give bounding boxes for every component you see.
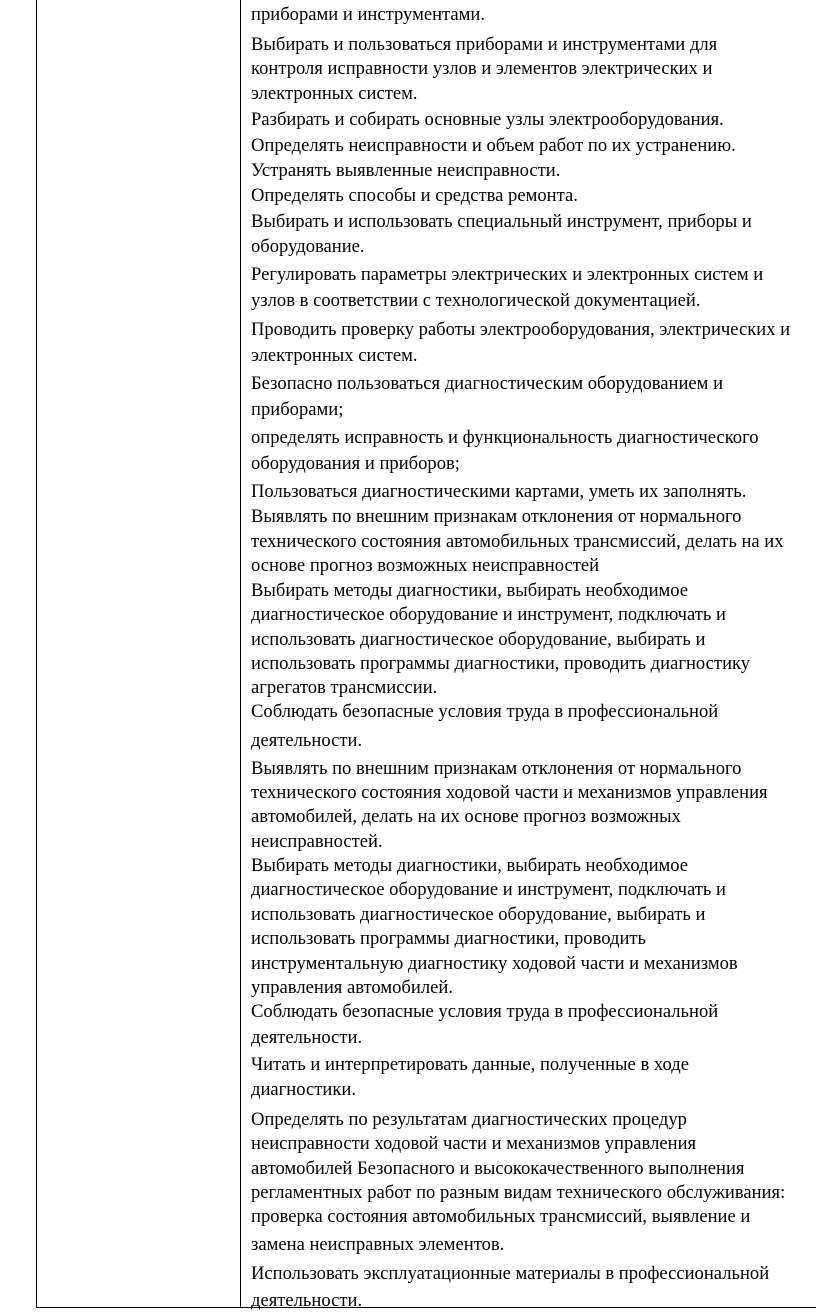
text-line: Выбирать и пользоваться приборами и инструментами для: [251, 34, 718, 55]
text-line: Проводить проверку работы электрооборудования, электрических и: [251, 319, 791, 340]
text-line: замена неисправных элементов.: [251, 1234, 505, 1255]
text-line: основе прогноз возможных неисправностей: [251, 555, 600, 576]
text-line: контроля исправности узлов и элементов электрических и: [251, 58, 713, 79]
text-line: Разбирать и собирать основные узлы электрооборудования.: [251, 109, 724, 130]
text-line: использовать диагностическое оборудование, выбирать и: [251, 629, 706, 650]
text-line: Выявлять по внешним признакам отклонения от нормального: [251, 506, 742, 527]
text-line: Соблюдать безопасные условия труда в профессиональной: [251, 1001, 719, 1022]
text-line: диагностическое оборудование и инструмент, подключать и: [251, 604, 726, 625]
text-line: деятельности.: [251, 1290, 363, 1311]
text-line: автомобилей, делать на их основе прогноз возможных: [251, 806, 681, 827]
text-line: технического состояния ходовой части и механизмов управления: [251, 782, 768, 803]
text-line: деятельности.: [251, 1027, 363, 1048]
text-line: управления автомобилей.: [251, 977, 453, 998]
text-line: приборами;: [251, 399, 344, 420]
text-line: Выбирать методы диагностики, выбирать необходимое: [251, 580, 689, 601]
text-line: Читать и интерпретировать данные, полученные в ходе: [251, 1054, 689, 1075]
text-line: Определять по результатам диагностических процедур: [251, 1109, 687, 1130]
text-line: электронных систем.: [251, 83, 418, 104]
text-line: диагностическое оборудование и инструмент, подключать и: [251, 879, 726, 900]
text-line: регламентных работ по разным видам технического обслуживания:: [251, 1182, 786, 1203]
text-line: использовать программы диагностики, проводить: [251, 928, 647, 949]
text-line: деятельности.: [251, 730, 363, 751]
text-line: агрегатов трансмиссии.: [251, 677, 438, 698]
text-line: определять исправность и функциональность диагностического: [251, 427, 759, 448]
text-line: Соблюдать безопасные условия труда в профессиональной: [251, 701, 719, 722]
text-line: Выявлять по внешним признакам отклонения от нормального: [251, 758, 742, 779]
text-line: проверка состояния автомобильных трансмиссий, выявление и: [251, 1206, 751, 1227]
text-line: Определять способы и средства ремонта.: [251, 185, 578, 206]
text-line: Выбирать и использовать специальный инструмент, приборы и: [251, 211, 752, 232]
text-line: инструментальную диагностику ходовой части и механизмов: [251, 953, 738, 974]
text-line: использовать программы диагностики, проводить диагностику: [251, 653, 751, 674]
text-line: Регулировать параметры электрических и электронных систем и: [251, 264, 764, 285]
text-line: использовать диагностическое оборудование, выбирать и: [251, 904, 706, 925]
text-line: Определять неисправности и объем работ по их устранению.: [251, 135, 736, 156]
text-line: Устранять выявленные неисправности.: [251, 160, 561, 181]
text-line: Использовать эксплуатационные материалы в профессиональной: [251, 1263, 770, 1284]
text-line: неисправностей.: [251, 831, 383, 852]
text-line: узлов в соответствии с технологической документацией.: [251, 290, 701, 311]
text-line: диагностики.: [251, 1079, 356, 1100]
column-divider: [240, 0, 241, 1307]
text-line: Безопасно пользоваться диагностическим оборудованием и: [251, 373, 724, 394]
text-line: оборудования и приборов;: [251, 453, 460, 474]
text-line: автомобилей Безопасного и высококачественного выполнения: [251, 1158, 745, 1179]
text-line: оборудование.: [251, 236, 365, 257]
text-line: технического состояния автомобильных трансмиссий, делать на их: [251, 531, 784, 552]
text-line: приборами и инструментами.: [251, 4, 486, 25]
text-line: Выбирать методы диагностики, выбирать необходимое: [251, 855, 689, 876]
text-line: электронных систем.: [251, 345, 418, 366]
text-line: неисправности ходовой части и механизмов управления: [251, 1133, 697, 1154]
text-line: Пользоваться диагностическими картами, уметь их заполнять.: [251, 481, 747, 502]
